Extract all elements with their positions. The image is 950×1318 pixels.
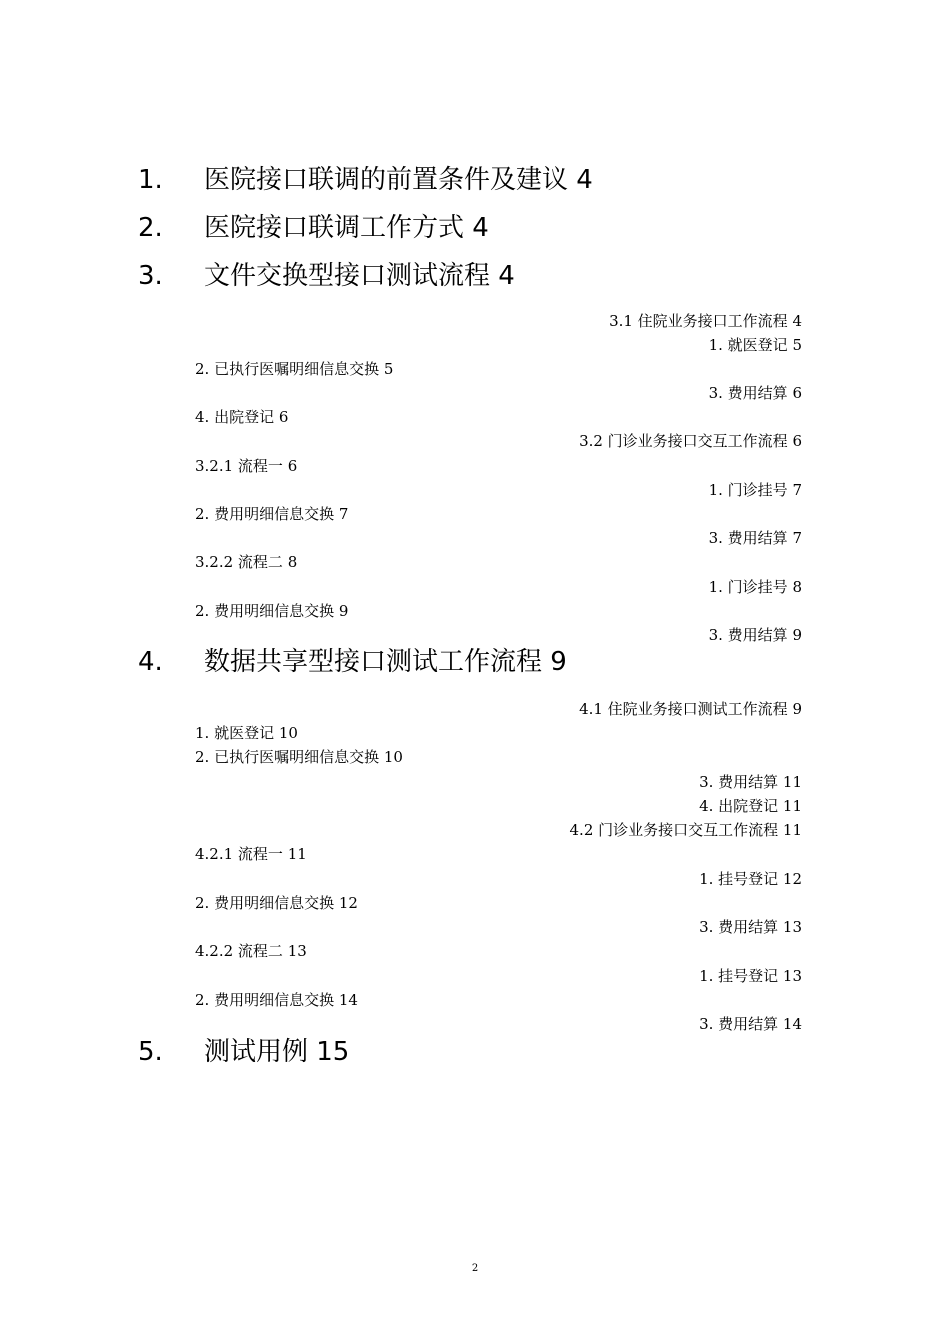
toc-entry[interactable]: 2. 费用明细信息交换 14 (195, 991, 358, 1009)
toc-entry[interactable]: 2. 费用明细信息交换 7 (195, 505, 349, 523)
toc-heading-1[interactable] (0, 163, 950, 197)
toc-entry[interactable]: 4. 出院登记 11 (699, 797, 802, 815)
toc-heading-text: 医院接口联调工作方式 4 (204, 213, 489, 243)
toc-entry[interactable]: 3. 费用结算 6 (708, 384, 802, 402)
toc-heading-number: 5. (138, 1037, 163, 1067)
toc-entry[interactable]: 4.1 住院业务接口测试工作流程 9 (579, 700, 802, 718)
toc-entry[interactable]: 3.2.1 流程一 6 (195, 457, 298, 475)
toc-heading-5[interactable] (0, 1035, 950, 1069)
toc-entry[interactable]: 2. 已执行医嘱明细信息交换 5 (195, 360, 394, 378)
toc-entry[interactable]: 3.1 住院业务接口工作流程 4 (609, 312, 802, 330)
toc-entry[interactable]: 3. 费用结算 14 (699, 1015, 802, 1033)
toc-heading-number: 2. (138, 213, 163, 243)
toc-heading-text: 测试用例 15 (204, 1037, 350, 1067)
toc-entry[interactable]: 1. 挂号登记 13 (699, 967, 802, 985)
toc-heading-text: 医院接口联调的前置条件及建议 4 (204, 165, 593, 195)
toc-heading-2[interactable] (0, 211, 950, 245)
toc-entry[interactable]: 1. 门诊挂号 8 (708, 578, 802, 596)
toc-heading-number: 1. (138, 165, 163, 195)
toc-entry[interactable]: 1. 挂号登记 12 (699, 870, 802, 888)
toc-entry[interactable]: 3.2.2 流程二 8 (195, 553, 298, 571)
toc-entry[interactable]: 4. 出院登记 6 (195, 408, 289, 426)
toc-heading-3[interactable] (0, 259, 950, 293)
toc-heading-text: 文件交换型接口测试流程 4 (204, 261, 515, 291)
toc-heading-number: 4. (138, 647, 163, 677)
toc-entry[interactable]: 1. 就医登记 10 (195, 724, 298, 742)
toc-entry[interactable]: 2. 费用明细信息交换 12 (195, 894, 358, 912)
toc-entry[interactable]: 1. 就医登记 5 (708, 336, 802, 354)
toc-entry[interactable]: 4.2.2 流程二 13 (195, 942, 307, 960)
toc-heading-number: 3. (138, 261, 163, 291)
toc-entry[interactable]: 2. 已执行医嘱明细信息交换 10 (195, 748, 403, 766)
toc-heading-4[interactable] (0, 645, 950, 679)
toc-heading-text: 数据共享型接口测试工作流程 9 (204, 647, 567, 677)
toc-entry[interactable]: 2. 费用明细信息交换 9 (195, 602, 349, 620)
toc-entry[interactable]: 4.2 门诊业务接口交互工作流程 11 (569, 821, 802, 839)
toc-entry[interactable]: 3.2 门诊业务接口交互工作流程 6 (579, 432, 802, 450)
toc-entry[interactable]: 3. 费用结算 11 (699, 773, 802, 791)
page-number: 2 (471, 1263, 479, 1274)
toc-entry[interactable]: 3. 费用结算 9 (708, 626, 802, 644)
toc-entry[interactable]: 3. 费用结算 7 (708, 529, 802, 547)
toc-entry[interactable]: 1. 门诊挂号 7 (708, 481, 802, 499)
toc-entry[interactable]: 3. 费用结算 13 (699, 918, 802, 936)
toc-entry[interactable]: 4.2.1 流程一 11 (195, 845, 307, 863)
